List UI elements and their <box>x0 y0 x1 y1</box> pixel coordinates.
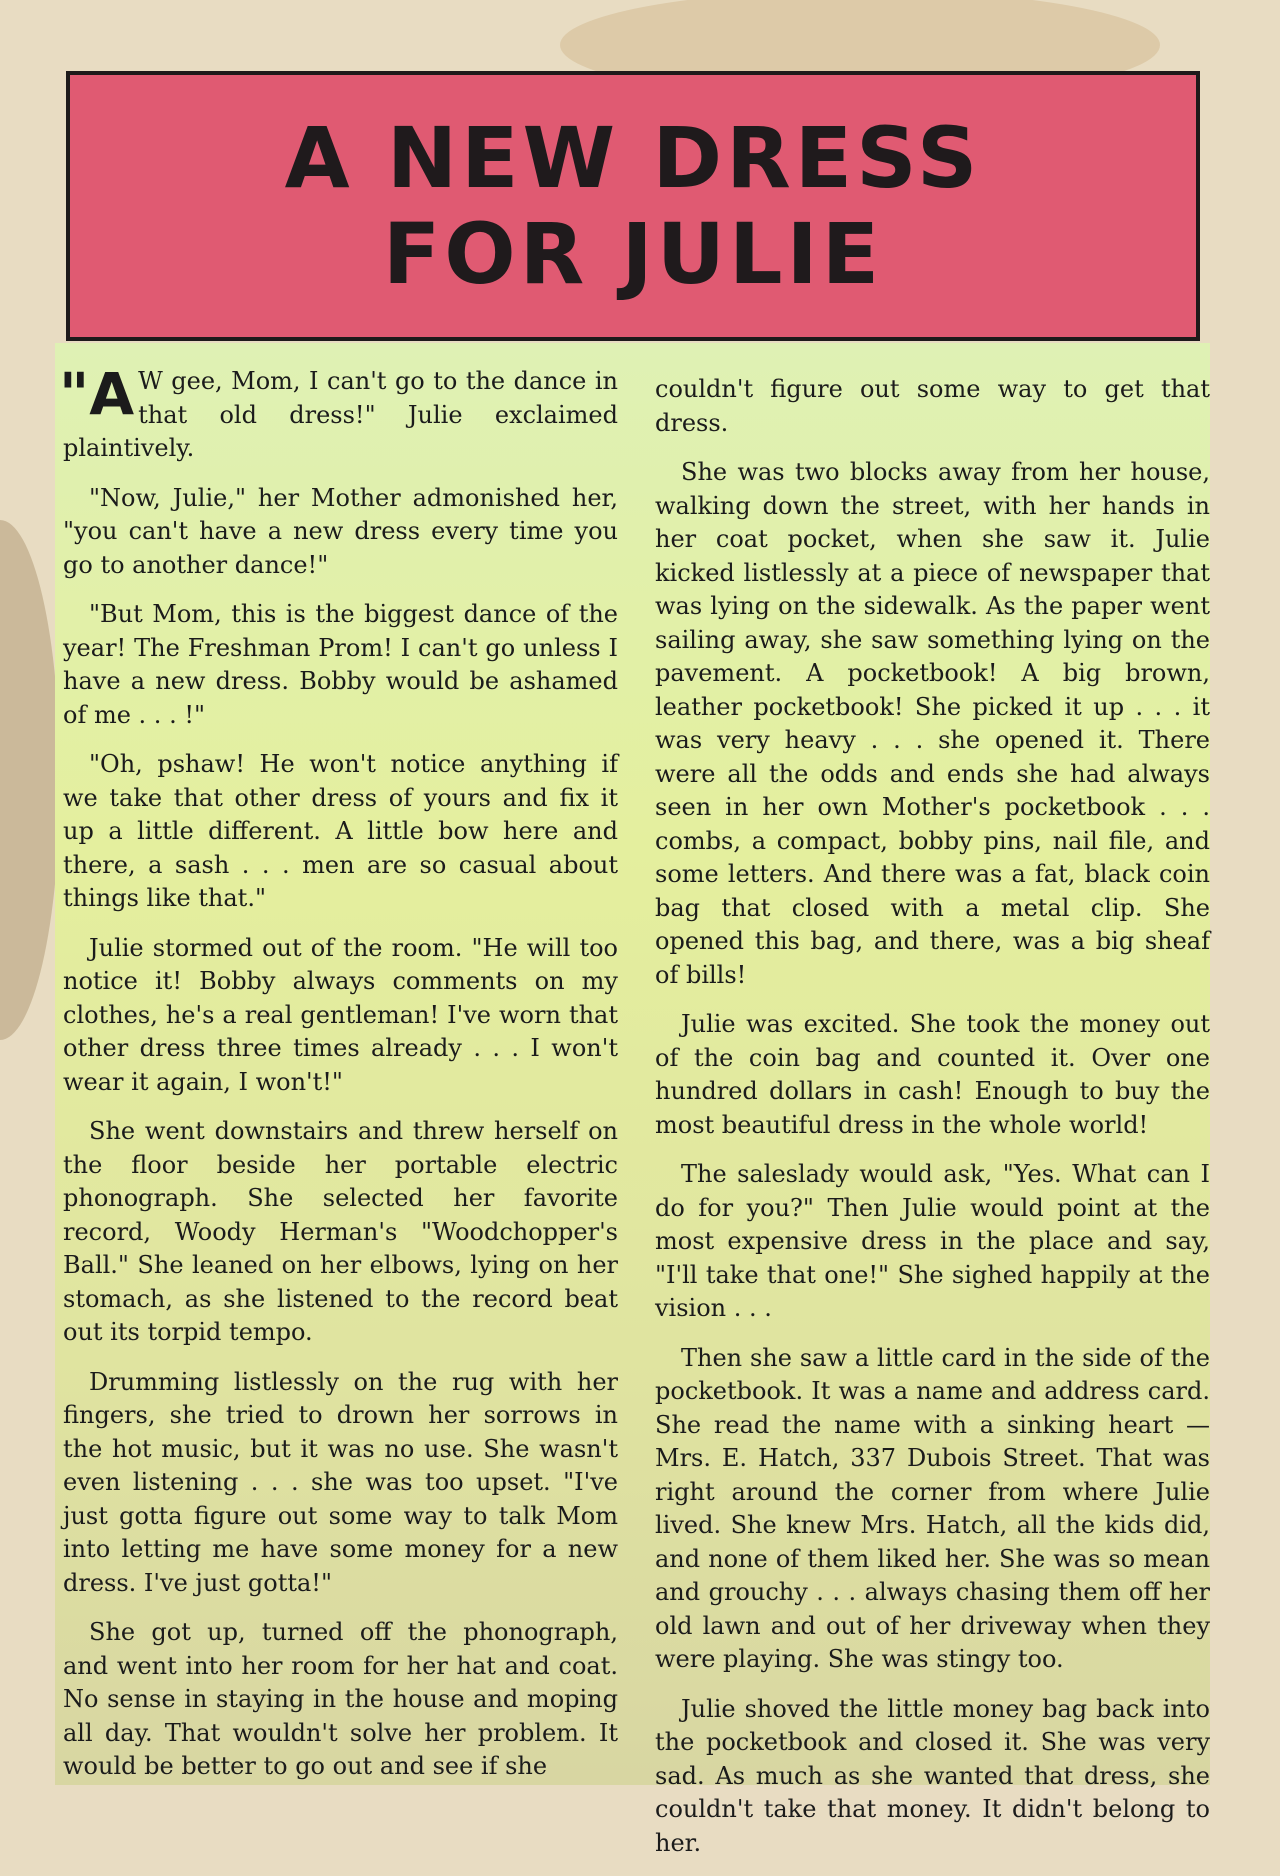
story-text-panel <box>55 343 1210 1857</box>
story-paragraph: "A W gee, Mom, I can't go to the dance in that old dress!" Julie exclaimed plaintively. <box>59 360 618 462</box>
story-paragraph: "Now, Julie," her Mother admonished her, "you can't have a new dress every time you go to another dance!" <box>63 483 618 579</box>
story-paragraph: Julie was excited. She took the money out of the coin bag and counted it. Over one hundred dollars in cash! Enough to buy the most beautiful dress in the whole world! <box>655 1010 1210 1139</box>
paper-stain <box>0 520 60 1040</box>
story-paragraph: "Oh, pshaw! He won't notice anything if we take that other dress of yours and fix it up a little different. A little bow here and there, a sash . . . men are so casual about things like that." <box>63 750 618 912</box>
story-paragraph: couldn't figure out some way to get that dress. <box>655 375 1210 437</box>
story-column-right <box>655 373 1210 1876</box>
story-paragraph: She was two blocks away from her house, walking down the street, with her hands in her coat pocket, when she saw it. Julie kicked listlessly at a piece of newspaper that was lying on the sidewalk. As the paper went sailing away, she saw something lying on the pavement. A pocketbook! A big brown, leather pocketbook! She picked it up . . . it was very heavy . . . she opened it. There were all the odds and ends she had always seen in her own Mother's pocketbook . . . combs, a compact, bobby pins, nail file, and some letters. And there was a fat, black coin bag that closed with a metal clip. She opened this bag, and there, was a big sheaf of bills! <box>655 458 1210 989</box>
drop-cap: "A <box>59 360 135 428</box>
story-paragraph: Then she saw a little card in the side of the pocketbook. It was a name and address card. She read the name with a sinking heart —Mrs. E. Hatch, 337 Dubois Street. That was right around the corner from where Julie lived. She knew Mrs. Hatch, all the kids did, and none of them liked her. She was so mean and grouchy . . . always chasing them off her old lawn and out of her driveway when they were playing. She was stingy too. <box>655 1343 1210 1673</box>
story-paragraph: Drumming listlessly on the rug with her fingers, she tried to drown her sorrows in the hot music, but it was no use. She wasn't even listening . . . she was too upset. "I've just gotta figure out some way to talk Mom into letting me have some money for a new dress. I've just gotta!" <box>63 1367 618 1597</box>
story-title-banner <box>66 71 1200 341</box>
story-paragraph: "But Mom, this is the biggest dance of the year! The Freshman Prom! I can't go unless I have a new dress. Bobby would be ashamed of me . . . !" <box>63 600 618 729</box>
story-title-line-1: A NEW DRESS <box>284 109 982 207</box>
story-column-left <box>59 360 618 1800</box>
story-paragraph: She got up, turned off the phonograph, and went into her room for her hat and coat. No sense in staying in the house and moping all day. That wouldn't solve her problem. It would be better to go out and see if she <box>63 1618 618 1780</box>
story-title-line-2: FOR JULIE <box>382 205 884 303</box>
story-paragraph: The saleslady would ask, "Yes. What can I do for you?" Then Julie would point at the most expensive dress in the place and say, "I'll take that one!" She sighed happily at the vision . . . <box>655 1160 1210 1322</box>
story-paragraph: Julie stormed out of the room. "He will too notice it! Bobby always comments on my clothes, he's a real gentleman! I've worn that other dress three times already . . . I won't wear it again, I won't!" <box>63 933 618 1096</box>
story-paragraph: She went downstairs and threw herself on the floor beside her portable electric phonograph. She selected her favorite record, Woody Herman's "Woodchopper's Ball." She leaned on her elbows, lying on her stomach, as she listened to the record beat out its torpid tempo. <box>63 1117 618 1346</box>
story-paragraph: Julie shoved the little money bag back into the pocketbook and closed it. She was very sad. As much as she wanted that dress, she couldn't take that money. It didn't belong to her. <box>655 1694 1210 1857</box>
